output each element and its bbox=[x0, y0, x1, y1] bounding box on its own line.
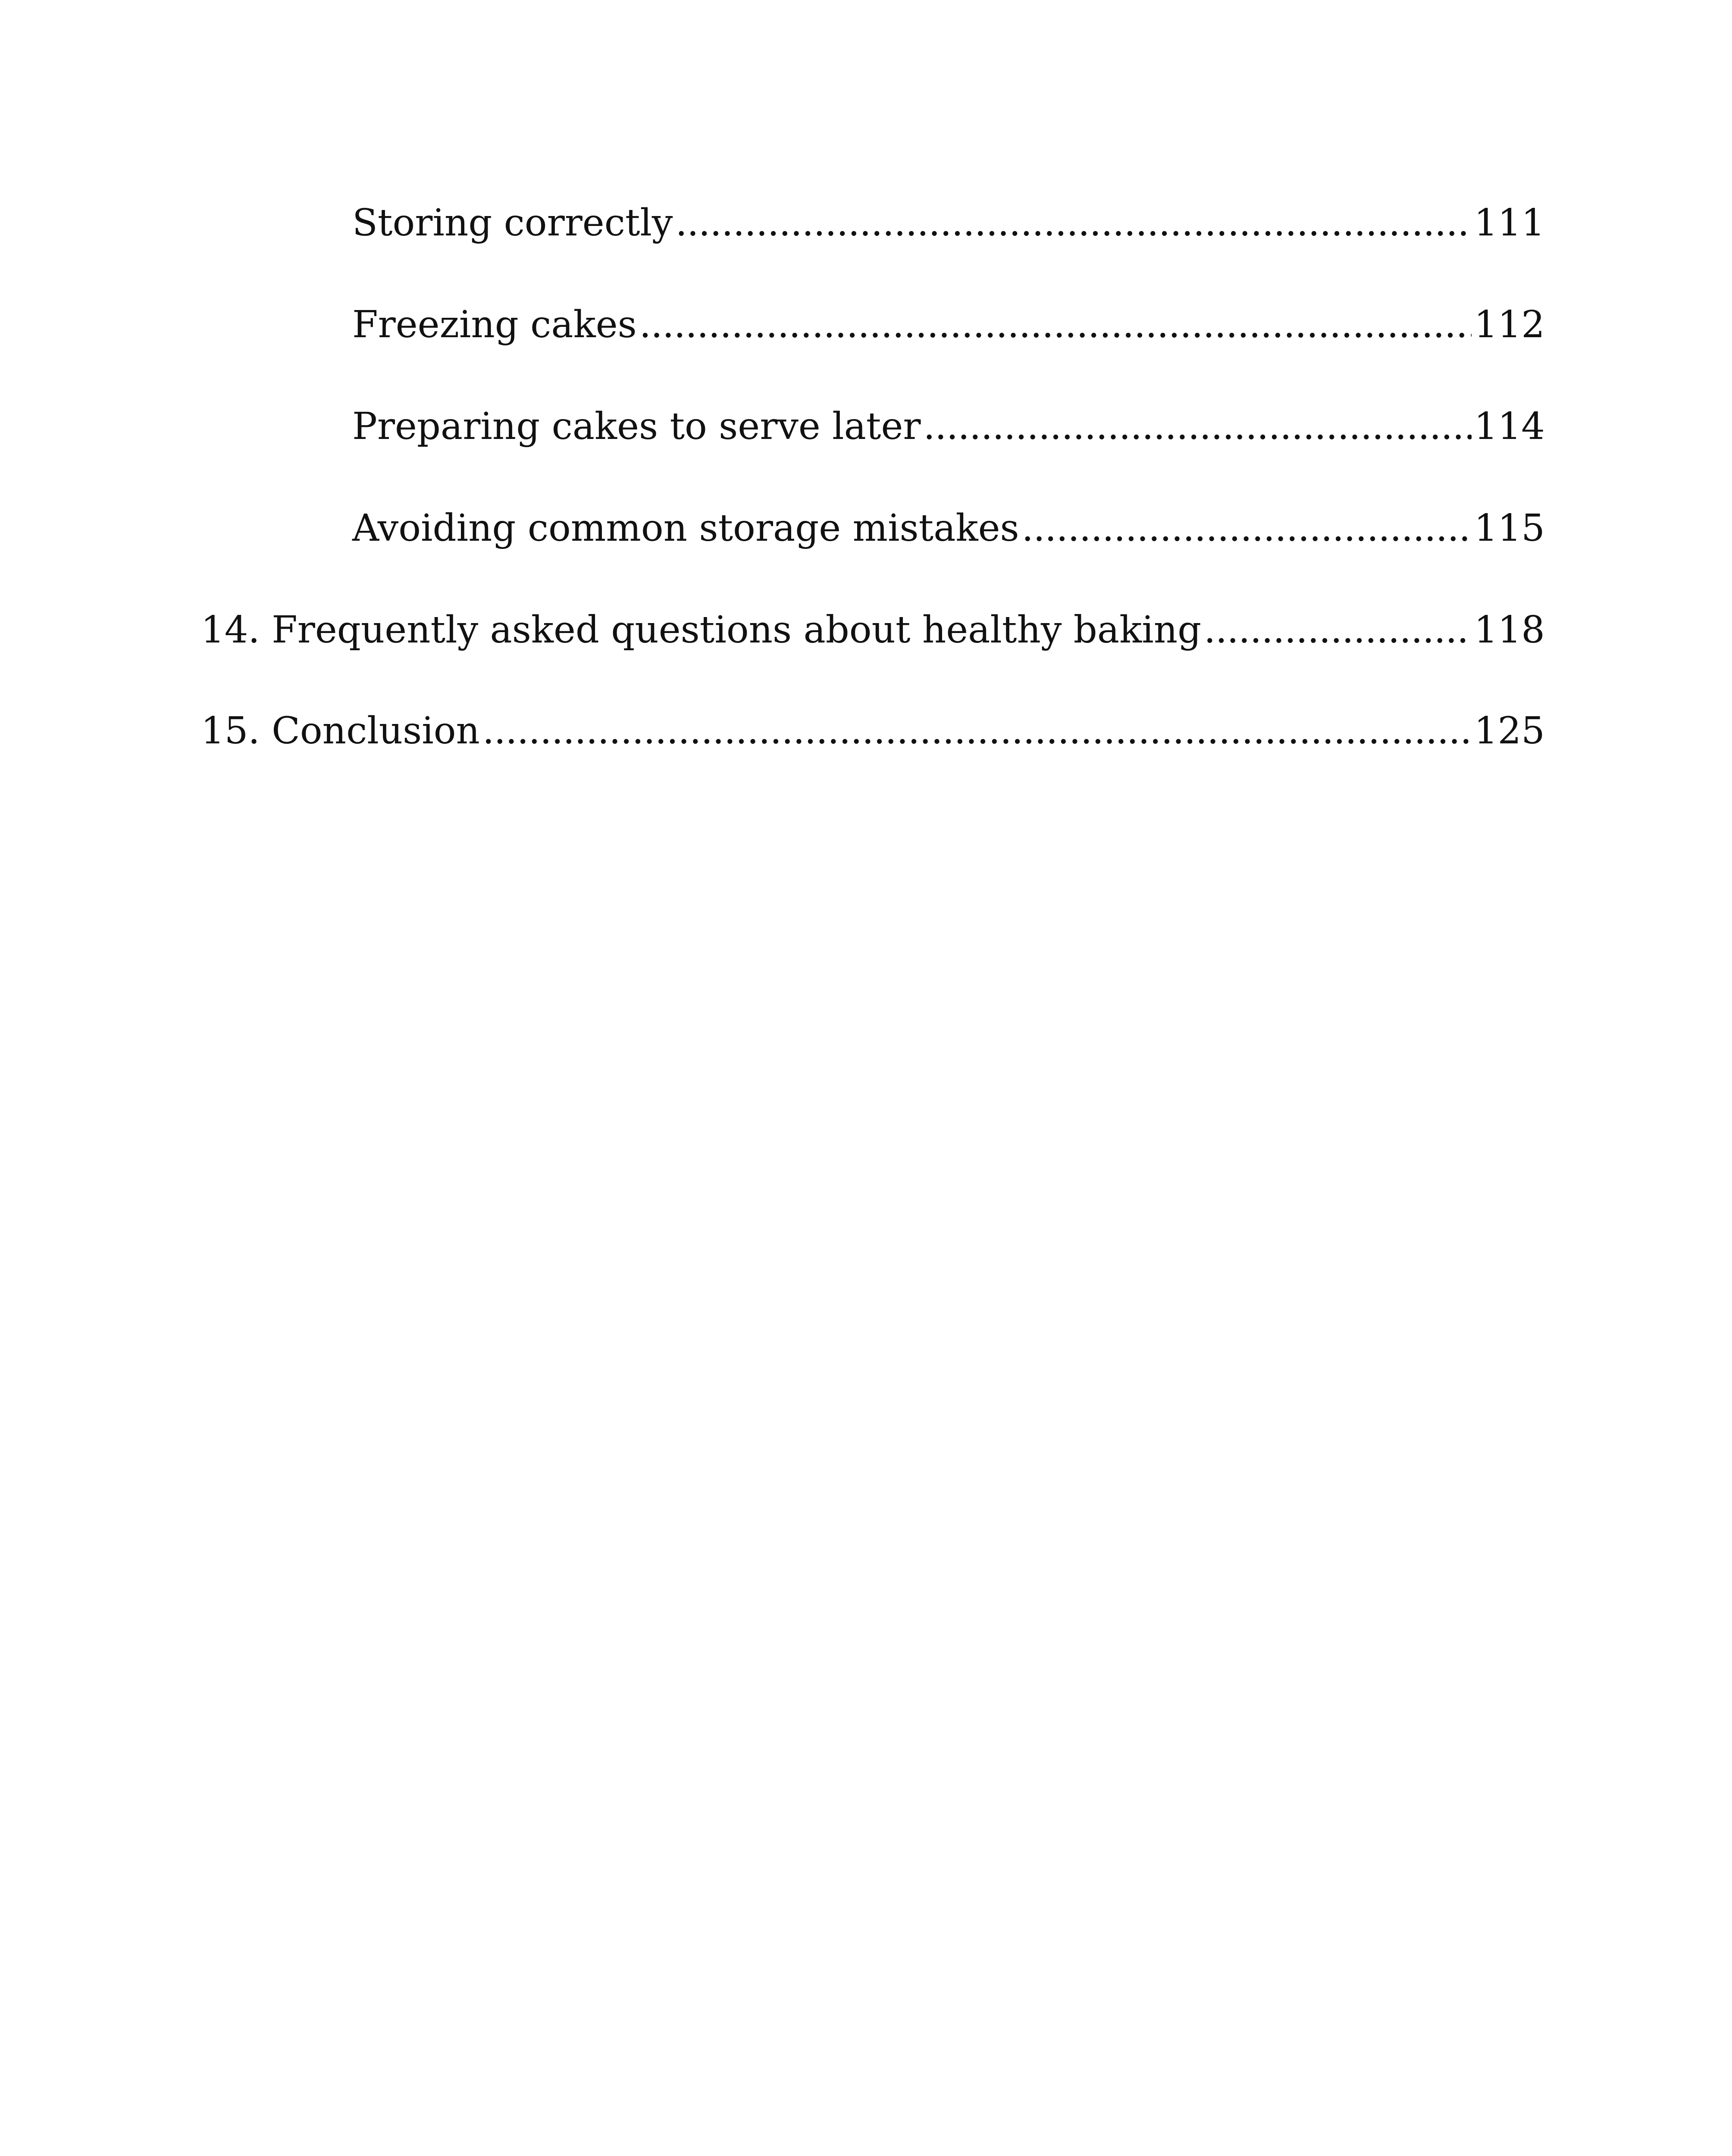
dot-leader bbox=[639, 306, 1472, 343]
dot-leader bbox=[1204, 611, 1472, 649]
toc-entry-avoiding-mistakes[interactable] bbox=[352, 486, 1545, 550]
toc-entry-preparing-cakes[interactable] bbox=[352, 385, 1545, 448]
toc-entry-page-number: 111 bbox=[1474, 201, 1545, 244]
toc-entry-title: Freezing cakes bbox=[352, 303, 637, 346]
toc-entry-title: Storing correctly bbox=[352, 201, 673, 244]
toc-entry-title: Preparing cakes to serve later bbox=[352, 405, 921, 448]
toc-entry-page-number: 118 bbox=[1474, 608, 1545, 652]
toc-entry-title: 14. Frequently asked questions about healthy baking bbox=[201, 608, 1202, 652]
dot-leader bbox=[482, 712, 1472, 749]
toc-entry-conclusion[interactable] bbox=[201, 689, 1545, 752]
toc-entry-storing-correctly[interactable] bbox=[352, 181, 1545, 244]
dot-leader bbox=[923, 408, 1471, 445]
toc-entry-page-number: 115 bbox=[1474, 507, 1545, 550]
toc-entry-page-number: 114 bbox=[1474, 405, 1545, 448]
toc-entry-freezing-cakes[interactable] bbox=[352, 283, 1545, 346]
toc-entry-title: 15. Conclusion bbox=[201, 709, 480, 752]
toc-entry-page-number: 125 bbox=[1474, 709, 1545, 752]
toc-entry-title: Avoiding common storage mistakes bbox=[352, 507, 1019, 550]
toc-entry-page-number: 112 bbox=[1474, 303, 1545, 346]
dot-leader bbox=[676, 204, 1472, 241]
toc-entry-faq[interactable] bbox=[201, 588, 1545, 652]
dot-leader bbox=[1022, 510, 1472, 547]
